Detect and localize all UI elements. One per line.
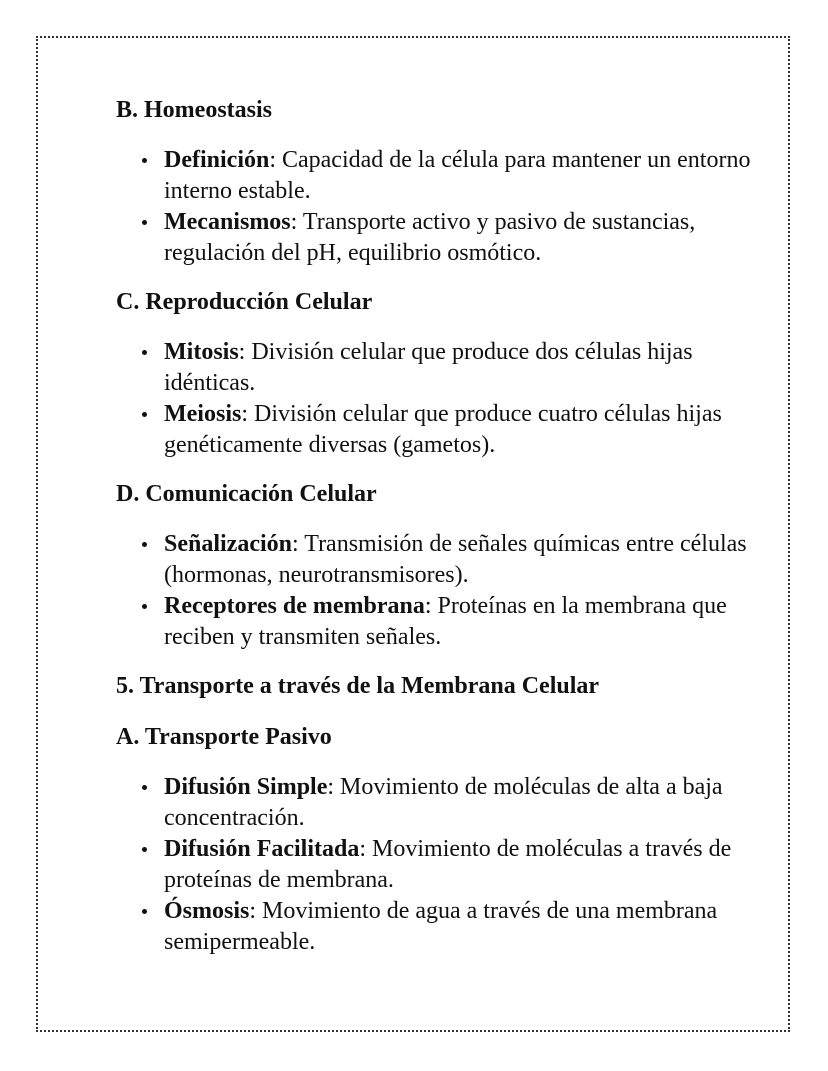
list-item bbox=[116, 529, 756, 591]
bullet-icon bbox=[142, 412, 147, 417]
bullet-icon bbox=[142, 847, 147, 852]
list-item bbox=[116, 772, 756, 834]
bullet-icon bbox=[142, 350, 147, 355]
item-description: : Movimiento de moléculas a través de proteínas de membrana. bbox=[164, 836, 732, 893]
comunicacion-list bbox=[116, 529, 756, 653]
bullet-icon bbox=[142, 220, 147, 225]
list-item bbox=[116, 591, 756, 653]
section-heading-transporte-membrana: 5. Transporte a través de la Membrana Celular bbox=[116, 673, 600, 699]
item-term: Mecanismos bbox=[164, 209, 291, 235]
item-term: Señalización bbox=[164, 531, 293, 557]
bullet-icon bbox=[142, 542, 147, 547]
reproduccion-list bbox=[116, 337, 756, 461]
document-content bbox=[116, 94, 756, 975]
list-item bbox=[116, 399, 756, 461]
section-heading-transporte-pasivo: A. Transporte Pasivo bbox=[116, 724, 332, 750]
bullet-icon bbox=[142, 158, 147, 163]
list-item bbox=[116, 834, 756, 896]
section-heading-homeostasis: B. Homeostasis bbox=[116, 97, 272, 123]
item-description: : Transporte activo y pasivo de sustancias, regulación del pH, equilibrio osmótico. bbox=[164, 209, 696, 266]
item-term: Mitosis bbox=[164, 339, 239, 365]
bullet-icon bbox=[142, 604, 147, 609]
item-term: Meiosis bbox=[164, 401, 242, 427]
section-heading-reproduccion: C. Reproducción Celular bbox=[116, 289, 373, 315]
item-term: Definición bbox=[164, 147, 270, 173]
transporte-pasivo-list bbox=[116, 772, 756, 958]
homeostasis-list bbox=[116, 145, 756, 269]
item-term: Difusión Facilitada bbox=[164, 836, 360, 862]
item-term: Receptores de membrana bbox=[164, 593, 425, 619]
item-description: : Movimiento de agua a través de una membrana semipermeable. bbox=[164, 898, 718, 955]
item-term: Ósmosis bbox=[164, 898, 250, 924]
item-description: : Proteínas en la membrana que reciben y transmiten señales. bbox=[164, 593, 727, 650]
bullet-icon bbox=[142, 909, 147, 914]
item-description: : División celular que produce dos células hijas idénticas. bbox=[164, 339, 693, 396]
bullet-icon bbox=[142, 785, 147, 790]
list-item bbox=[116, 337, 756, 399]
item-description: : División celular que produce cuatro células hijas genéticamente diversas (gametos). bbox=[164, 401, 722, 458]
list-item bbox=[116, 145, 756, 207]
item-description: : Transmisión de señales químicas entre células (hormonas, neurotransmisores). bbox=[164, 531, 747, 588]
list-item bbox=[116, 207, 756, 269]
section-heading-comunicacion: D. Comunicación Celular bbox=[116, 481, 377, 507]
item-description: : Capacidad de la célula para mantener un entorno interno estable. bbox=[164, 147, 751, 204]
list-item bbox=[116, 896, 756, 958]
item-description: : Movimiento de moléculas de alta a baja concentración. bbox=[164, 774, 723, 831]
item-term: Difusión Simple bbox=[164, 774, 328, 800]
